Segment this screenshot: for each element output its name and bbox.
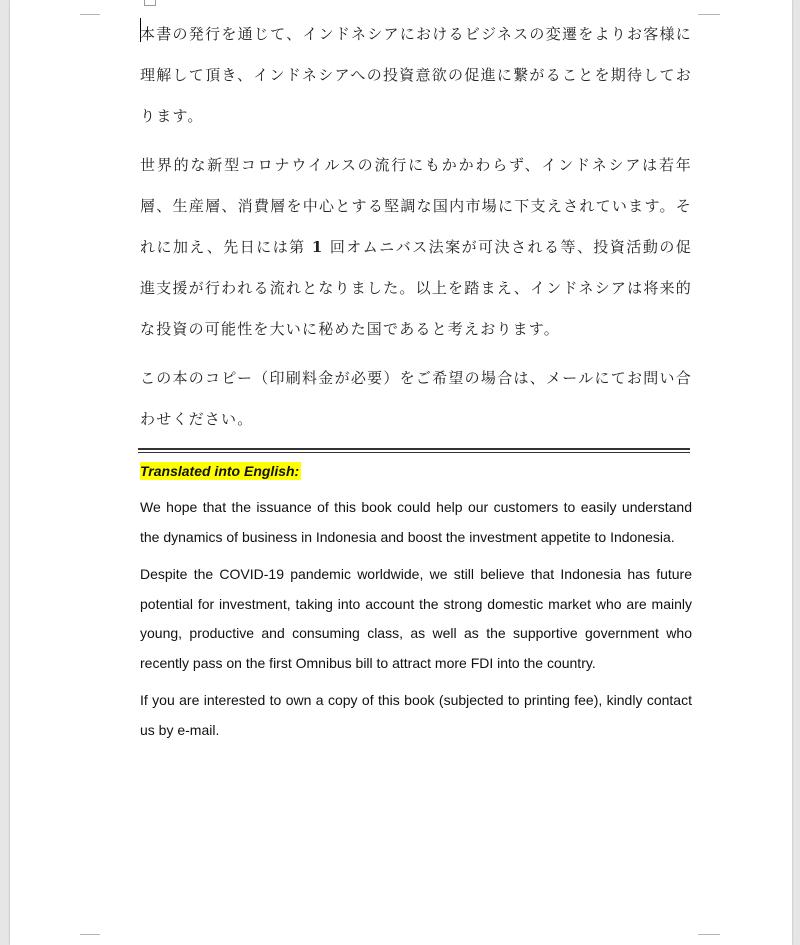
double-line-divider	[138, 448, 690, 453]
en-paragraph-2: Despite the COVID-19 pandemic worldwide, we still believe that Indonesia has future potential for investment, taking into account the strong domestic market who are mainly young, productive and consuming class, as well as the supportive government who recently pass on the first Omnibus bill to attract more FDI into the country.	[140, 566, 692, 671]
document-body[interactable]	[140, 14, 692, 753]
jp-paragraph-2-number: 1	[311, 238, 324, 256]
margin-mark-top-right	[698, 0, 720, 15]
jp-paragraph-3: この本のコピー（印刷料金が必要）をご希望の場合は、メールにてお問い合わせください。	[140, 369, 692, 428]
en-paragraph-3: If you are interested to own a copy of this book (subjected to printing fee), kindly contact us by e-mail.	[140, 692, 692, 738]
translation-heading	[140, 463, 692, 479]
jp-paragraph-2	[140, 145, 692, 350]
table-move-handle[interactable]	[144, 0, 156, 6]
margin-mark-bottom-right	[698, 934, 720, 945]
translation-heading-text: Translated into English:	[140, 463, 300, 479]
jp-paragraph-1: 本書の発行を通じて、インドネシアにおけるビジネスの変遷をよりお客様に理解して頂き、インドネシアへの投資意欲の促進に繋がることを期待しております。	[140, 25, 692, 125]
jp-paragraph-2-tail: 回オムニバス法案が可決される等、投資活動の促進支援が行われる流れとなりました。以上を踏まえ、インドネシアは将来的な投資の可能性を大いに秘めた国であると考えおります。	[140, 238, 693, 338]
en-paragraph-1: We hope that the issuance of this book could help our customers to easily understand the dynamics of business in Indonesia and boost the investment appetite to Indonesia.	[140, 499, 692, 545]
margin-mark-bottom-left	[80, 934, 100, 945]
jp-paragraph-2-head: 世界的な新型コロナウイルスの流行にもかかわらず、インドネシアは若年層、生産層、消費層を中心とする堅調な国内市場に下支えされています。それに加え、先日には第	[140, 156, 692, 256]
margin-mark-top-left	[80, 0, 100, 15]
